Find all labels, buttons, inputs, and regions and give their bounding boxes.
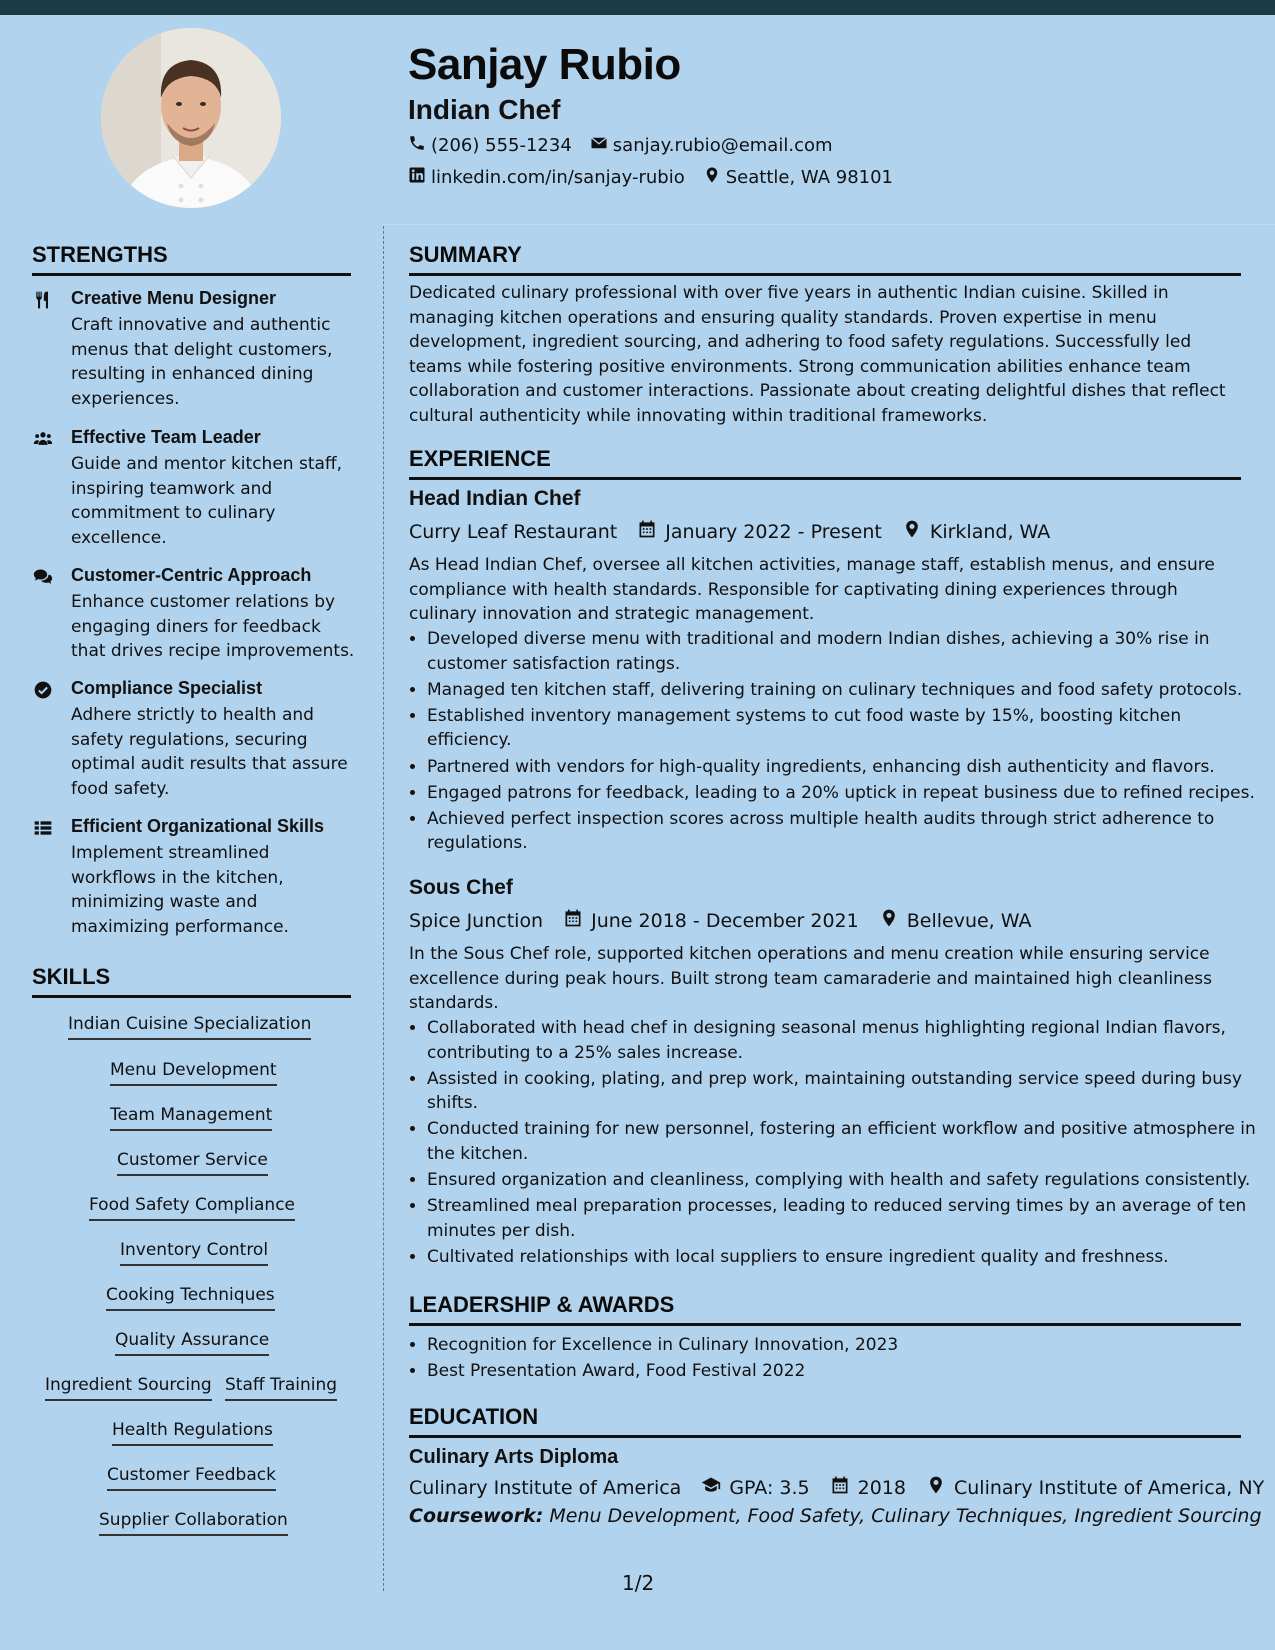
skill-tag: Ingredient Sourcing	[45, 1374, 212, 1401]
skill-tag: Supplier Collaboration	[99, 1509, 288, 1536]
location-text: Seattle, WA 98101	[725, 167, 894, 188]
check-circle-icon	[32, 680, 54, 700]
achievement-item: • Managed ten kitchen staff, delivering training on culinary techniques and food safety protocols.	[427, 678, 1259, 703]
skill-tag: Indian Cuisine Specialization	[68, 1013, 311, 1040]
users-icon	[32, 429, 54, 449]
experience-heading: EXPERIENCE	[409, 446, 1241, 480]
contact-row-2	[408, 166, 893, 189]
school-location: Culinary Institute of America, NY	[953, 1476, 1265, 1499]
position-description: In the Sous Chef role, supported kitchen operations and menu creation while ensuring service excellence during peak hours. Built strong team camaraderie and maintained high cleanliness standards.	[409, 944, 1213, 1013]
skill-tag: Inventory Control	[120, 1239, 268, 1266]
header-divider	[383, 224, 1275, 225]
awards-heading: LEADERSHIP & AWARDS	[409, 1292, 1241, 1326]
graduation-year: 2018	[857, 1476, 906, 1499]
top-color-bar	[0, 0, 1275, 15]
map-pin-icon	[879, 908, 899, 933]
map-pin-icon	[703, 166, 721, 189]
candidate-name: Sanjay Rubio	[408, 40, 681, 89]
utensils-icon	[32, 290, 54, 310]
achievement-item: • Achieved perfect inspection scores across multiple health audits through strict adherence to regulations.	[427, 807, 1259, 856]
skills-heading: SKILLS	[32, 964, 351, 998]
summary-text: Dedicated culinary professional with over five years in authentic Indian cuisine. Skilled in managing kitchen operations and ensuring quality standards. Proven expertise in menu development, ingredient sourcing, and adhering to food safety regulations. Successfully led teams while fostering positive environments. Strong communication abilities enhance team collaboration and customer interactions. Passionate about creating delightful dishes that reflect cultural authenticity while innovating within traditional frameworks.	[409, 283, 1226, 426]
linkedin-text[interactable]: linkedin.com/in/sanjay-rubio	[431, 167, 685, 188]
contact-row-1	[408, 134, 833, 157]
achievement-item: • Developed diverse menu with traditional and modern Indian dishes, achieving a 30% rise in customer satisfaction ratings.	[427, 627, 1259, 676]
achievement-item: • Ensured organization and cleanliness, complying with health and safety regulations consistently.	[427, 1168, 1259, 1193]
strength-title: Customer-Centric Approach	[71, 565, 312, 585]
position-meta	[409, 908, 1032, 933]
skill-tag: Staff Training	[225, 1374, 337, 1401]
strength-title: Effective Team Leader	[71, 427, 261, 447]
linkedin-icon	[408, 166, 426, 189]
linkedin-contact[interactable]	[408, 166, 685, 189]
strength-title: Efficient Organizational Skills	[71, 816, 325, 836]
achievement-item: • Assisted in cooking, plating, and prep work, maintaining outstanding service speed during busy shifts.	[427, 1067, 1259, 1116]
map-pin-icon	[902, 519, 922, 544]
award-item: • Best Presentation Award, Food Festival 2022	[427, 1359, 1259, 1384]
calendar-icon	[637, 519, 657, 544]
phone-text: (206) 555-1234	[431, 135, 572, 156]
achievement-item: • Established inventory management systems to cut food waste by 15%, boosting kitchen efficiency.	[427, 704, 1259, 753]
employment-dates: June 2018 - December 2021	[591, 909, 859, 932]
calendar-icon	[563, 908, 583, 933]
skill-tag: Food Safety Compliance	[89, 1194, 295, 1221]
award-item: • Recognition for Excellence in Culinary Innovation, 2023	[427, 1333, 1259, 1358]
email-contact[interactable]	[590, 134, 833, 157]
achievement-list	[409, 627, 1259, 858]
phone-contact	[408, 134, 572, 157]
achievement-list	[409, 1016, 1259, 1271]
phone-icon	[408, 134, 426, 157]
job-location: Bellevue, WA	[906, 909, 1032, 932]
company-name: Spice Junction	[409, 909, 544, 932]
list-icon	[32, 818, 54, 838]
graduation-cap-icon	[701, 1475, 721, 1500]
gpa: GPA: 3.5	[729, 1476, 810, 1499]
position-title: Head Indian Chef	[409, 487, 581, 510]
degree-title: Culinary Arts Diploma	[409, 1446, 619, 1468]
strength-description: Guide and mentor kitchen staff, inspiring teamwork and commitment to culinary excellence.	[71, 454, 343, 548]
skill-tag: Cooking Techniques	[106, 1284, 275, 1311]
job-title: Indian Chef	[408, 94, 561, 125]
location-contact	[703, 166, 893, 189]
position-title: Sous Chef	[409, 876, 513, 899]
school-name: Culinary Institute of America	[409, 1476, 682, 1499]
position-description: As Head Indian Chef, oversee all kitchen activities, manage staff, establish menus, and ensure compliance with health standards. Responsible for captivating dining experiences through culinary innovation and strategic management.	[409, 555, 1215, 624]
education-meta	[409, 1475, 1264, 1500]
strength-description: Implement streamlined workflows in the kitchen, minimizing waste and maximizing performance.	[71, 843, 289, 937]
column-divider	[383, 226, 384, 1591]
skill-tag: Customer Service	[117, 1149, 268, 1176]
strength-description: Adhere strictly to health and safety regulations, securing optimal audit results that assure food safety.	[71, 705, 348, 799]
map-pin-icon	[926, 1475, 946, 1500]
company-name: Curry Leaf Restaurant	[409, 520, 618, 543]
achievement-item: • Cultivated relationships with local suppliers to ensure ingredient quality and freshness.	[427, 1245, 1259, 1270]
strength-description: Craft innovative and authentic menus that delight customers, resulting in enhanced dining experiences.	[71, 315, 333, 409]
coursework-list: Menu Development, Food Safety, Culinary Techniques, Ingredient Sourcing	[549, 1505, 1262, 1527]
skill-tag: Menu Development	[110, 1059, 277, 1086]
achievement-item: • Collaborated with head chef in designing seasonal menus highlighting regional Indian flavors, contributing to a 25% sales increase.	[427, 1016, 1259, 1065]
skill-tag: Quality Assurance	[115, 1329, 269, 1356]
employment-dates: January 2022 - Present	[665, 520, 882, 543]
profile-photo	[101, 28, 281, 208]
skill-tag: Team Management	[110, 1104, 272, 1131]
email-text[interactable]: sanjay.rubio@email.com	[612, 135, 833, 156]
strength-description: Enhance customer relations by engaging diners for feedback that drives recipe improvements.	[71, 592, 355, 661]
strengths-heading: STRENGTHS	[32, 242, 351, 276]
comments-icon	[32, 567, 54, 587]
achievement-item: • Engaged patrons for feedback, leading to a 20% uptick in repeat business due to refined recipes.	[427, 781, 1259, 806]
envelope-icon	[590, 134, 608, 157]
coursework	[409, 1505, 1262, 1527]
calendar-icon	[830, 1475, 850, 1500]
skill-tag: Health Regulations	[112, 1419, 273, 1446]
summary-heading: SUMMARY	[409, 242, 1241, 276]
achievement-item: • Partnered with vendors for high-quality ingredients, enhancing dish authenticity and flavors.	[427, 755, 1259, 780]
page-number: 1/2	[622, 1571, 655, 1595]
strength-title: Compliance Specialist	[71, 678, 263, 698]
strength-title: Creative Menu Designer	[71, 288, 277, 308]
achievement-item: • Conducted training for new personnel, fostering an efficient workflow and positive atmosphere in the kitchen.	[427, 1117, 1259, 1166]
coursework-label: Coursework:	[409, 1505, 544, 1527]
education-heading: EDUCATION	[409, 1404, 1241, 1438]
position-meta	[409, 519, 1050, 544]
achievement-item: • Streamlined meal preparation processes, leading to reduced serving times by an average of ten minutes per dish.	[427, 1194, 1259, 1243]
job-location: Kirkland, WA	[929, 520, 1051, 543]
skill-tag: Customer Feedback	[107, 1464, 276, 1491]
awards-list	[409, 1333, 1259, 1385]
